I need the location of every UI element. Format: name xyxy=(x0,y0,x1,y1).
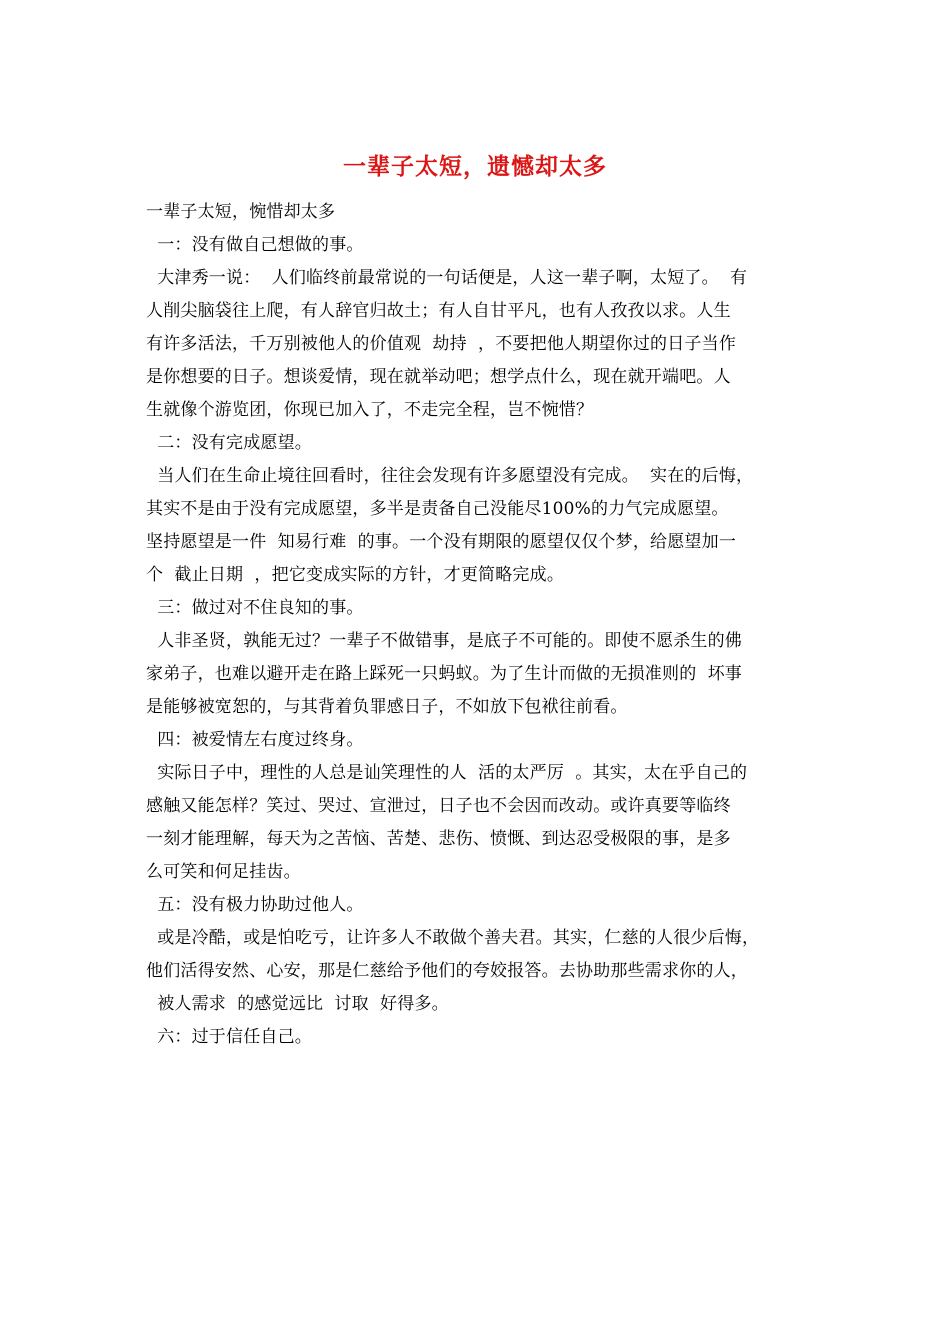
paragraph-line: 人非圣贤，孰能无过？一辈子不做错事，是底子不可能的。即使不愿杀生的佛 xyxy=(146,631,743,651)
paragraph-line: 五：没有极力协助过他人。 xyxy=(146,895,364,915)
document-body xyxy=(146,196,814,1054)
paragraph-line: 一刻才能理解，每天为之苦恼、苦楚、悲伤、愤慨、到达忍受极限的事，是多 xyxy=(146,829,731,849)
paragraph-line: 三：做过对不住良知的事。 xyxy=(146,598,364,618)
paragraph-line: 生就像个游览团，你现已加入了，不走完全程，岂不惋惜？ xyxy=(146,400,594,420)
paragraph-line: 其实不是由于没有完成愿望，多半是责备自己没能尽100%的力气完成愿望。 xyxy=(146,499,729,519)
paragraph-line: 当人们在生命止境往回看时，往往会发现有许多愿望没有完成。 实在的后悔， xyxy=(146,466,754,486)
paragraph-line: 他们活得安然、心安，那是仁慈给予他们的夸姣报答。去协助那些需求你的人， xyxy=(146,961,748,981)
paragraph-line: 六：过于信任自己。 xyxy=(146,1027,313,1047)
paragraph-line: 是能够被宽恕的，与其背着负罪感日子，不如放下包袱往前看。 xyxy=(146,697,628,717)
paragraph-line: 个 截止日期 ，把它变成实际的方针，才更简略完成。 xyxy=(146,565,565,585)
paragraph-line: 四：被爱情左右度过终身。 xyxy=(146,730,364,750)
paragraph-line: 大津秀一说： 人们临终前最常说的一句话便是，人这一辈子啊，太短了。 有 xyxy=(146,268,748,288)
paragraph-line: 实际日子中，理性的人总是讪笑理性的人 活的太严厉 。其实，太在乎自己的 xyxy=(146,763,748,783)
paragraph-line: 被人需求 的感觉远比 讨取 好得多。 xyxy=(146,994,449,1014)
paragraph-line: 么可笑和何足挂齿。 xyxy=(146,862,301,882)
paragraph-line: 感触又能怎样？笑过、哭过、宣泄过，日子也不会因而改动。或许真要等临终 xyxy=(146,796,731,816)
paragraph-line: 有许多活法，千万别被他人的价值观 劫持 ，不要把他人期望你过的日子当作 xyxy=(146,334,737,354)
paragraph-line: 坚持愿望是一件 知易行难 的事。一个没有期限的愿望仅仅个梦，给愿望加一 xyxy=(146,532,737,552)
paragraph-line: 是你想要的日子。想谈爱情，现在就举动吧；想学点什么，现在就开端吧。人 xyxy=(146,367,731,387)
document-title: 一辈子太短，遗憾却太多 xyxy=(343,154,607,180)
paragraph-line: 一：没有做自己想做的事。 xyxy=(146,235,364,255)
paragraph-line: 人削尖脑袋往上爬，有人辞官归故土；有人自甘平凡，也有人孜孜以求。人生 xyxy=(146,301,731,321)
paragraph-line: 或是冷酷，或是怕吃亏，让许多人不敢做个善夫君。其实，仁慈的人很少后悔， xyxy=(146,928,760,948)
paragraph-line: 家弟子，也难以避开走在路上踩死一只蚂蚁。为了生计而做的无损准则的 坏事 xyxy=(146,664,743,684)
paragraph-line: 一辈子太短，惋惜却太多 xyxy=(146,202,336,222)
paragraph-line: 二：没有完成愿望。 xyxy=(146,433,313,453)
